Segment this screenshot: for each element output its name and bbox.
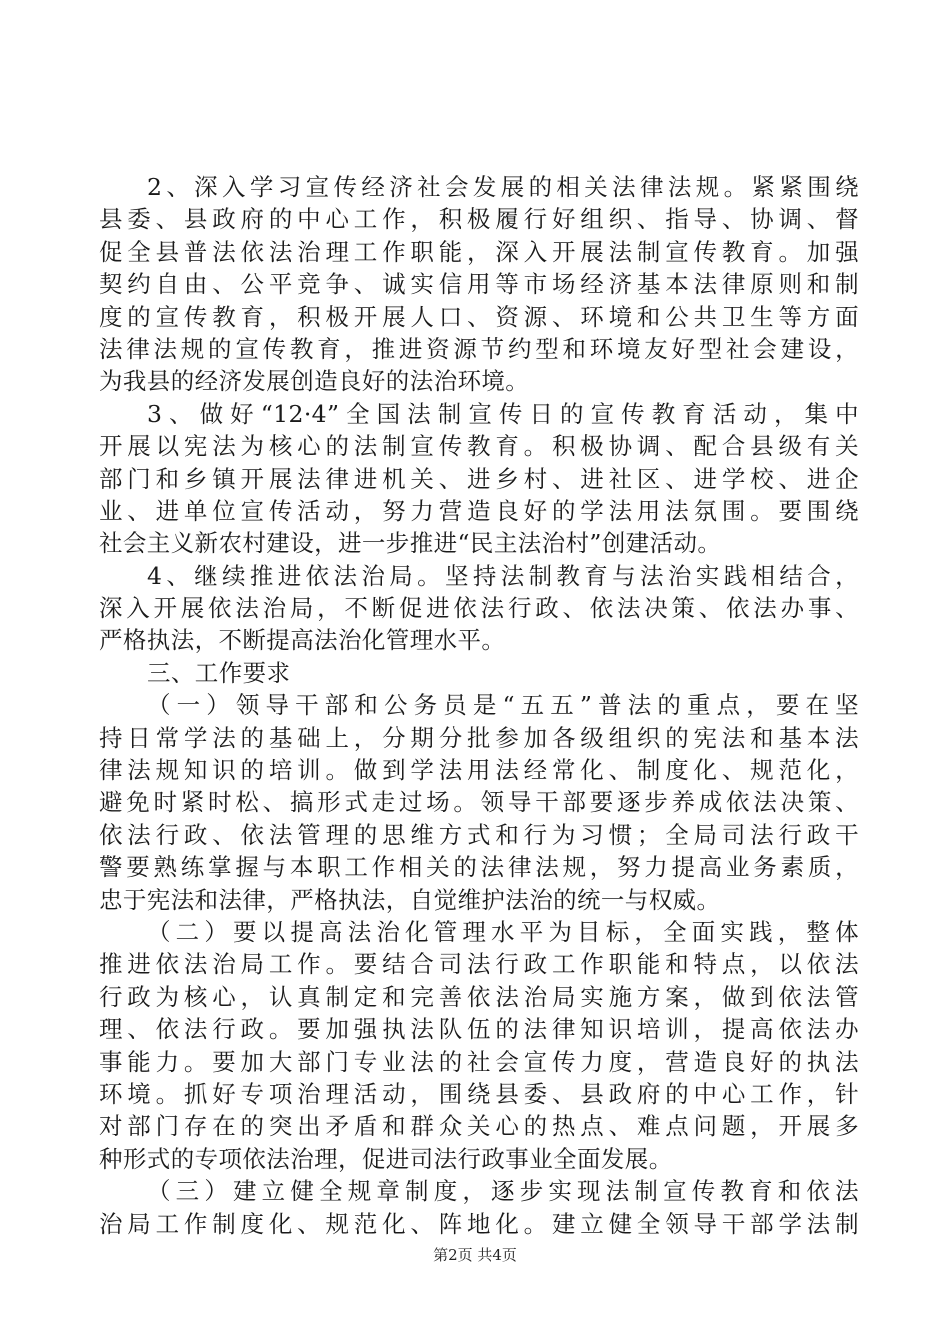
text-line: 3、做好“12·4”全国法制宣传日的宣传教育活动，集中: [147, 399, 859, 428]
text-line: （三）建立健全规章制度，逐步实现法制宣传教育和依法: [147, 1177, 859, 1206]
text-line: 为我县的经济发展创造良好的法治环境。: [99, 367, 530, 396]
text-line: 警要熟练掌握与本职工作相关的法律法规，努力提高业务素质，: [99, 853, 859, 882]
text-line: 对部门存在的突出矛盾和群众关心的热点、难点问题，开展多: [99, 1112, 859, 1141]
text-line: 社会主义新农村建设，进一步推进“民主法治村”创建活动。: [99, 529, 722, 558]
text-line: 严格执法，不断提高法治化管理水平。: [99, 626, 506, 655]
text-line: 避免时紧时松、搞形式走过场。领导干部要逐步养成依法决策、: [99, 788, 859, 817]
text-line: 持日常学法的基础上，分期分批参加各级组织的宪法和基本法: [99, 723, 859, 752]
text-line: 度的宣传教育，积极开展人口、资源、环境和公共卫生等方面: [99, 302, 859, 331]
text-line: 种形式的专项依法治理，促进司法行政事业全面发展。: [99, 1144, 673, 1173]
document-body: [99, 171, 859, 1240]
text-line: 推进依法治局工作。要结合司法行政工作职能和特点，以依法: [99, 950, 859, 979]
text-line: （一）领导干部和公务员是“五五”普法的重点，要在坚: [147, 691, 859, 720]
text-line: 4、继续推进依法治局。坚持法制教育与法治实践相结合，: [147, 561, 859, 590]
text-line: 法律法规的宣传教育，推进资源节约型和环境友好型社会建设，: [99, 334, 859, 363]
text-line: 环境。抓好专项治理活动，围绕县委、县政府的中心工作，针: [99, 1079, 859, 1108]
text-line: （二）要以提高法治化管理水平为目标，全面实践，整体: [147, 917, 859, 946]
text-line: 2、深入学习宣传经济社会发展的相关法律法规。紧紧围绕: [147, 173, 859, 201]
text-line: 契约自由、公平竞争、诚实信用等市场经济基本法律原则和制: [99, 270, 859, 299]
text-line: 深入开展依法治局，不断促进依法行政、依法决策、依法办事、: [99, 594, 859, 623]
text-line: 行政为核心，认真制定和完善依法治局实施方案，做到依法管: [99, 982, 859, 1011]
text-line: 县委、县政府的中心工作，积极履行好组织、指导、协调、督: [99, 205, 859, 234]
text-line: 律法规知识的培训。做到学法用法经常化、制度化、规范化，: [99, 756, 859, 785]
text-line: 部门和乡镇开展法律进机关、进乡村、进社区、进学校、进企: [99, 464, 859, 493]
text-line: 促全县普法依法治理工作职能，深入开展法制宣传教育。加强: [99, 237, 859, 266]
text-line: 事能力。要加大部门专业法的社会宣传力度，营造良好的执法: [99, 1047, 859, 1076]
text-line: 依法行政、依法管理的思维方式和行为习惯；全局司法行政干: [99, 820, 859, 849]
text-line: 理、依法行政。要加强执法队伍的法律知识培训，提高依法办: [99, 1015, 859, 1044]
page-footer: 第2页 共4页: [433, 1246, 517, 1264]
text-line: 业、进单位宣传活动，努力营造良好的学法用法氛围。要围绕: [99, 496, 859, 525]
text-line: 治局工作制度化、规范化、阵地化。建立健全领导干部学法制: [99, 1209, 859, 1238]
text-line: 开展以宪法为核心的法制宣传教育。积极协调、配合县级有关: [99, 432, 859, 461]
text-line: 三、工作要求: [147, 658, 291, 687]
text-line: 忠于宪法和法律，严格执法，自觉维护法治的统一与权威。: [99, 885, 721, 914]
